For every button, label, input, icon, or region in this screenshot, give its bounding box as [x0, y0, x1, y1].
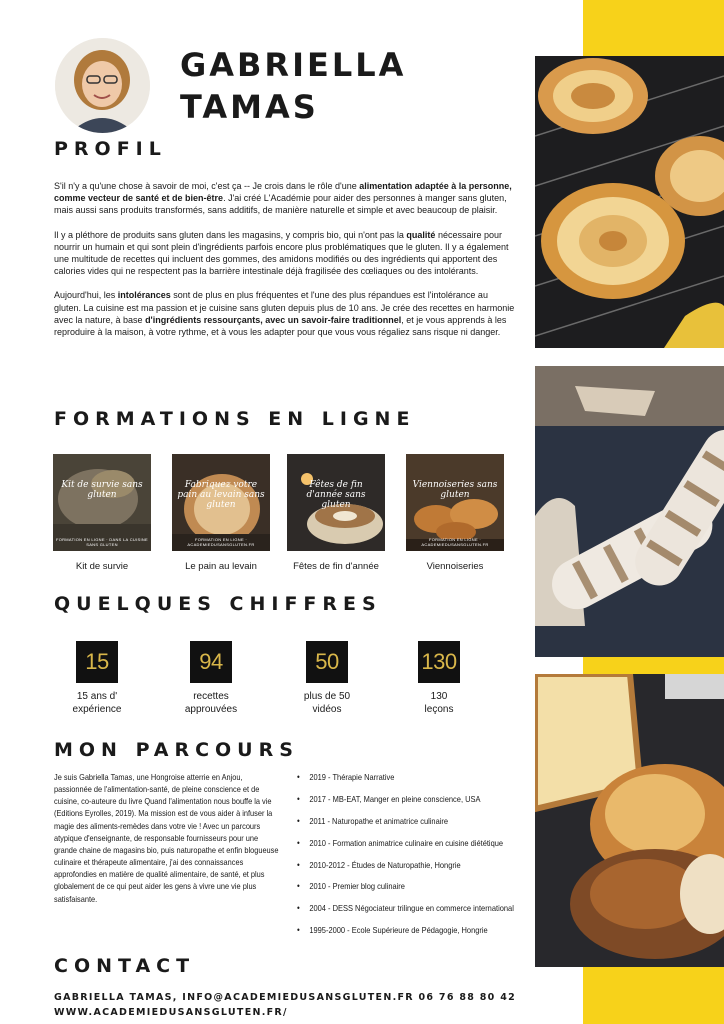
accent-bar-middle: [583, 657, 724, 674]
stat-label: 15 ans d' expérience: [72, 691, 122, 715]
section-title-formations: FORMATIONS EN LIGNE: [54, 408, 416, 430]
profil-paragraph: Il y a pléthore de produits sans gluten dans les magasins, y compris bio, qui n'ont pas la qualité nécessaire pour nourrir un humain et qui sont plein d'ingrédients parfois encore plus problématiques que le gluten. Il y a également une multitude de recettes qui incluent des gommes, des amidons modifiés ou des ingrédients qui apportent des calories vides qui ne respectent pas la barrière intestinale déjà fragilisée des cœliaques ou des intolérants.: [54, 229, 509, 277]
profile-photo: [55, 38, 150, 133]
course-card-fetes[interactable]: [287, 454, 385, 572]
course-thumbnail[interactable]: [172, 454, 270, 551]
timeline-item: • 2011 - Naturopathe et animatrice culinaire: [297, 815, 514, 837]
course-caption[interactable]: Fêtes de fin d'année: [293, 561, 379, 572]
stat-value: 94: [190, 641, 232, 683]
course-overlay-title: Viennoiseries sans gluten: [412, 480, 498, 500]
photo-baguettes: [535, 366, 724, 657]
timeline-item: • 2017 - MB-EAT, Manger en pleine conscience, USA: [297, 793, 514, 815]
course-thumbnail[interactable]: [406, 454, 504, 551]
contact-website[interactable]: WWW.ACADEMIEDUSANSGLUTEN.FR/: [54, 1007, 288, 1018]
course-overlay-footer: FORMATION EN LIGNE · DANS LA CUISINE SANS GLUTEN: [55, 537, 149, 547]
course-card-kit-de-survie[interactable]: [53, 454, 151, 572]
stat-label: recettes approuvées: [184, 691, 238, 715]
profil-text: [54, 180, 516, 350]
stat-value: 130: [418, 641, 460, 683]
course-caption[interactable]: Kit de survie: [75, 561, 129, 572]
person-name: [180, 44, 406, 128]
timeline-item: • 2019 - Thérapie Narrative: [297, 771, 514, 793]
timeline-item: • 2010-2012 - Études de Naturopathie, Hongrie: [297, 859, 514, 881]
course-overlay-footer: FORMATION EN LIGNE · ACADEMIEDUSANSGLUTEN.FR: [421, 537, 489, 547]
course-thumbnail[interactable]: [287, 454, 385, 551]
timeline-item: • 2010 - Formation animatrice culinaire en cuisine diététique: [297, 837, 514, 859]
course-thumbnail[interactable]: [53, 454, 151, 551]
section-title-contact: CONTACT: [54, 955, 196, 977]
course-caption[interactable]: Le pain au levain: [185, 561, 257, 572]
course-overlay-title: Kit de survie sans gluten: [61, 480, 143, 500]
stat-experience: [42, 641, 152, 716]
course-overlay-title: Fêtes de fin d'année sans gluten: [306, 480, 366, 510]
stat-label: plus de 50 vidéos: [303, 691, 351, 715]
course-overlay-title: Fabriquez votre pain au levain sans gluten: [177, 480, 265, 510]
section-title-profil: PROFIL: [54, 138, 167, 160]
course-card-viennoiseries[interactable]: [406, 454, 504, 572]
timeline-item: • 2004 - DESS Négociateur trilingue en commerce international: [297, 902, 514, 924]
timeline-item: • 2010 - Premier blog culinaire: [297, 880, 514, 902]
course-overlay-footer: FORMATION EN LIGNE · ACADEMIEDUSANSGLUTEN.FR: [187, 537, 255, 547]
contact-info[interactable]: GABRIELLA TAMAS, INFO@ACADEMIEDUSANSGLUTEN.FR 06 76 88 80 42: [54, 992, 517, 1003]
stat-value: 15: [76, 641, 118, 683]
parcours-bio: Je suis Gabriella Tamas, une Hongroise atterrie en Anjou, passionnée de l'alimentation-santé, de pleine conscience et de cuisine, co-auteure du livre Quand l'alimentation nous bouffe la vie (Editions Eyrolles, 2019). Ma mission est de vous aider à infuser la magie des aliments-remèdes dans votre vie ! Avec un parcours atypique d'enseignante, de responsable fournisseurs pour une grande chaine de magasins bio, puis naturopathe et enfin blogueuse culinaire et thérapeute alimentaire, j'ai des connaissances approfondies en matière de qualité alimentaire, de santé, et plus globalement de ce qui peut aider les gens à vivre une vie plus satisfaisante.: [54, 772, 279, 904]
parcours-timeline: [297, 771, 543, 946]
stat-recettes: [156, 641, 266, 716]
accent-bar-top: [583, 0, 724, 56]
section-title-chiffres: QUELQUES CHIFFRES: [54, 593, 382, 615]
accent-bar-bottom: [583, 967, 724, 1024]
profil-paragraph: S'il n'y a qu'une chose à savoir de moi, c'est ça -- Je crois dans le rôle d'une alimentation adaptée à la personne, comme vecteur de santé et de bien-être. J'ai créé L'Académie pour aider des personnes à manger sans gluten, mais aussi sans produits transformés, sans additifs, de manière naturelle et simple et avec beaucoup de plaisir.: [54, 181, 512, 216]
stat-videos: [272, 641, 382, 716]
photo-pastries: [535, 56, 724, 348]
name-first: GABRIELLA: [180, 46, 407, 84]
timeline-item: • 1995-2000 - Ecole Supérieure de Pédagogie, Hongrie: [297, 924, 514, 946]
name-last: TAMAS: [180, 88, 319, 126]
stat-label: 130 leçons: [424, 691, 454, 715]
stat-lecons: [384, 641, 494, 716]
course-card-pain-au-levain[interactable]: [172, 454, 270, 572]
course-caption[interactable]: Viennoiseries: [426, 561, 484, 572]
photo-braided-bread: [535, 674, 724, 967]
section-title-parcours: MON PARCOURS: [54, 739, 299, 761]
stat-value: 50: [306, 641, 348, 683]
profil-paragraph: Aujourd'hui, les intolérances sont de plus en plus fréquentes et l'une des plus répandues est l'intolérance au gluten. La cuisine est ma passion et je cuisine sans gluten depuis plus de 10 ans. Je crée des recettes en harmonie avec la nature, à base d'ingrédients ressourçants, avec un savoir-faire traditionnel, et je vous apprends à les reproduire à la maison, à votre rythme, et à vous les adapter pour que vous vous régaliez sans risque ni danger.: [54, 290, 515, 338]
